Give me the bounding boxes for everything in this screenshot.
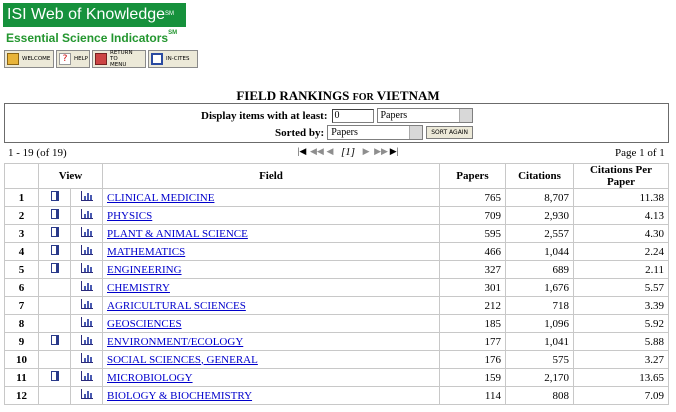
- rank-header: [5, 164, 39, 189]
- citations-cell: 2,170: [506, 369, 574, 387]
- field-link[interactable]: AGRICULTURAL SCIENCES: [107, 299, 246, 312]
- field-link[interactable]: PHYSICS: [107, 209, 153, 222]
- display-metric-select[interactable]: Papers: [377, 108, 473, 123]
- doc-view-cell: [39, 207, 71, 225]
- rank-cell: 1: [5, 189, 39, 207]
- document-icon[interactable]: [51, 263, 59, 273]
- doc-view-cell: [39, 387, 71, 405]
- papers-cell: 176: [440, 351, 506, 369]
- next-ten-icon[interactable]: ▶▶: [374, 146, 388, 156]
- rank-cell: 7: [5, 297, 39, 315]
- citations-cell: 1,676: [506, 279, 574, 297]
- welcome-label: WELCOME: [22, 56, 51, 62]
- bar-chart-icon[interactable]: [81, 335, 93, 345]
- chart-view-cell: [71, 279, 103, 297]
- doc-view-cell: [39, 333, 71, 351]
- document-icon[interactable]: [51, 209, 59, 219]
- prev-ten-icon[interactable]: ◀◀: [310, 146, 324, 156]
- table-row: [5, 225, 669, 243]
- citations-cell: 1,044: [506, 243, 574, 261]
- field-cell: [103, 243, 440, 261]
- title-country: VIETNAM: [376, 88, 440, 103]
- rank-cell: 6: [5, 279, 39, 297]
- chart-view-cell: [71, 225, 103, 243]
- help-icon: ?: [59, 53, 71, 65]
- rank-cell: 3: [5, 225, 39, 243]
- chart-view-cell: [71, 315, 103, 333]
- table-row: [5, 207, 669, 225]
- papers-cell: 159: [440, 369, 506, 387]
- cpp-cell: 3.39: [574, 297, 669, 315]
- page-info: Page 1 of 1: [615, 147, 665, 159]
- sort-select[interactable]: Papers: [327, 125, 423, 140]
- citations-cell: 575: [506, 351, 574, 369]
- bar-chart-icon[interactable]: [81, 191, 93, 201]
- chart-view-cell: [71, 351, 103, 369]
- rank-cell: 11: [5, 369, 39, 387]
- incites-icon: [151, 53, 163, 65]
- sort-again-button[interactable]: SORT AGAIN: [426, 126, 473, 139]
- doc-view-cell: [39, 225, 71, 243]
- field-link[interactable]: ENVIRONMENT/ECOLOGY: [107, 335, 244, 348]
- sort-row: [275, 125, 473, 140]
- prev-page-icon[interactable]: ◀: [326, 146, 334, 156]
- citations-cell: 718: [506, 297, 574, 315]
- field-link[interactable]: PLANT & ANIMAL SCIENCE: [107, 227, 248, 240]
- table-header-row: [5, 164, 669, 189]
- papers-cell: 185: [440, 315, 506, 333]
- return-label-line2: MENU: [110, 62, 127, 68]
- papers-cell: 765: [440, 189, 506, 207]
- rank-cell: 9: [5, 333, 39, 351]
- papers-cell: 466: [440, 243, 506, 261]
- chart-view-cell: [71, 369, 103, 387]
- title-for: FOR: [352, 92, 374, 103]
- field-cell: [103, 207, 440, 225]
- field-link[interactable]: MATHEMATICS: [107, 245, 186, 258]
- home-icon: [7, 53, 19, 65]
- bar-chart-icon[interactable]: [81, 245, 93, 255]
- pagination: [296, 145, 400, 158]
- field-rankings-table: [4, 163, 669, 405]
- document-icon[interactable]: [51, 371, 59, 381]
- field-cell: [103, 333, 440, 351]
- page-title: [0, 88, 676, 104]
- bar-chart-icon[interactable]: [81, 317, 93, 327]
- menu-icon: [95, 53, 107, 65]
- sorted-label: Sorted by:: [275, 126, 325, 139]
- papers-header: Papers: [440, 164, 506, 189]
- papers-cell: 177: [440, 333, 506, 351]
- cpp-cell: 4.30: [574, 225, 669, 243]
- help-label: HELP: [74, 56, 88, 62]
- papers-cell: 301: [440, 279, 506, 297]
- field-link[interactable]: GEOSCIENCES: [107, 317, 182, 330]
- cpp-cell: 3.27: [574, 351, 669, 369]
- citations-cell: 2,930: [506, 207, 574, 225]
- rank-cell: 4: [5, 243, 39, 261]
- rank-cell: 5: [5, 261, 39, 279]
- doc-view-cell: [39, 279, 71, 297]
- incites-label: IN-CITES: [166, 56, 190, 62]
- field-link[interactable]: CLINICAL MEDICINE: [107, 191, 215, 204]
- document-icon[interactable]: [51, 245, 59, 255]
- doc-view-cell: [39, 369, 71, 387]
- cpp-cell: 5.88: [574, 333, 669, 351]
- rank-cell: 10: [5, 351, 39, 369]
- product-text: Essential Science Indicators: [6, 31, 169, 45]
- product-sm: SM: [168, 30, 178, 36]
- citations-cell: 808: [506, 387, 574, 405]
- cpp-cell: 7.09: [574, 387, 669, 405]
- title-main: FIELD RANKINGS: [236, 88, 350, 103]
- cpp-cell: 13.65: [574, 369, 669, 387]
- return-label-line1: RETURN TO: [110, 50, 133, 62]
- bar-chart-icon[interactable]: [81, 371, 93, 381]
- field-link[interactable]: MICROBIOLOGY: [107, 371, 193, 384]
- document-icon[interactable]: [51, 335, 59, 345]
- doc-view-cell: [39, 297, 71, 315]
- citations-header: Citations: [506, 164, 574, 189]
- bar-chart-icon[interactable]: [81, 299, 93, 309]
- field-cell: [103, 261, 440, 279]
- next-page-icon[interactable]: ▶: [362, 146, 370, 156]
- min-value-input[interactable]: 0: [332, 109, 374, 123]
- table-row: [5, 261, 669, 279]
- table-row: [5, 387, 669, 405]
- citations-cell: 8,707: [506, 189, 574, 207]
- field-cell: [103, 315, 440, 333]
- field-cell: [103, 225, 440, 243]
- field-cell: [103, 369, 440, 387]
- cpp-cell: 11.38: [574, 189, 669, 207]
- chart-view-cell: [71, 333, 103, 351]
- table-row: [5, 351, 669, 369]
- bar-chart-icon[interactable]: [81, 227, 93, 237]
- doc-view-cell: [39, 351, 71, 369]
- display-label: Display items with at least:: [201, 109, 328, 122]
- bar-chart-icon[interactable]: [81, 209, 93, 219]
- table-row: [5, 315, 669, 333]
- papers-cell: 595: [440, 225, 506, 243]
- current-page: [1]: [341, 145, 356, 158]
- field-link[interactable]: ENGINEERING: [107, 263, 182, 276]
- doc-view-cell: [39, 315, 71, 333]
- last-page-icon[interactable]: ▶|: [389, 146, 399, 156]
- product-name: [6, 31, 177, 45]
- table-row: [5, 333, 669, 351]
- citations-cell: 1,041: [506, 333, 574, 351]
- rank-cell: 8: [5, 315, 39, 333]
- cpp-cell: 5.57: [574, 279, 669, 297]
- field-cell: [103, 387, 440, 405]
- document-icon[interactable]: [51, 191, 59, 201]
- cpp-cell: 2.24: [574, 243, 669, 261]
- view-header: View: [39, 164, 103, 189]
- table-row: [5, 297, 669, 315]
- cpp-cell: 2.11: [574, 261, 669, 279]
- filter-panel: [4, 103, 669, 143]
- chart-view-cell: [71, 243, 103, 261]
- bar-chart-icon[interactable]: [81, 389, 93, 399]
- bar-chart-icon[interactable]: [81, 281, 93, 291]
- papers-cell: 327: [440, 261, 506, 279]
- citations-cell: 1,096: [506, 315, 574, 333]
- rank-cell: 2: [5, 207, 39, 225]
- papers-cell: 114: [440, 387, 506, 405]
- chart-view-cell: [71, 387, 103, 405]
- papers-cell: 212: [440, 297, 506, 315]
- brand-text: ISI Web of Knowledge: [7, 6, 166, 23]
- incites-button[interactable]: [148, 50, 198, 68]
- cpp-cell: 5.92: [574, 315, 669, 333]
- papers-cell: 709: [440, 207, 506, 225]
- field-header: Field: [103, 164, 440, 189]
- bar-chart-icon[interactable]: [81, 353, 93, 363]
- display-row: [201, 108, 473, 123]
- field-cell: [103, 351, 440, 369]
- doc-view-cell: [39, 189, 71, 207]
- table-row: [5, 369, 669, 387]
- doc-view-cell: [39, 243, 71, 261]
- result-range: 1 - 19 (of 19): [8, 147, 67, 159]
- field-link[interactable]: CHEMISTRY: [107, 281, 170, 294]
- table-row: [5, 279, 669, 297]
- table-row: [5, 189, 669, 207]
- table-row: [5, 243, 669, 261]
- first-page-icon[interactable]: |◀: [297, 146, 307, 156]
- citations-cell: 2,557: [506, 225, 574, 243]
- rank-cell: 12: [5, 387, 39, 405]
- field-link[interactable]: BIOLOGY & BIOCHEMISTRY: [107, 389, 253, 402]
- doc-view-cell: [39, 261, 71, 279]
- chart-view-cell: [71, 261, 103, 279]
- chart-view-cell: [71, 189, 103, 207]
- bar-chart-icon[interactable]: [81, 263, 93, 273]
- welcome-button[interactable]: [4, 50, 54, 68]
- return-to-menu-button[interactable]: [92, 50, 146, 68]
- field-cell: [103, 279, 440, 297]
- return-label: [110, 50, 142, 68]
- field-cell: [103, 297, 440, 315]
- cpp-header: Citations Per Paper: [574, 164, 669, 189]
- document-icon[interactable]: [51, 227, 59, 237]
- nav-toolbar: [4, 50, 198, 70]
- cpp-cell: 4.13: [574, 207, 669, 225]
- field-cell: [103, 189, 440, 207]
- brand-sm: SM: [165, 11, 175, 17]
- help-button[interactable]: [56, 50, 90, 68]
- field-link[interactable]: SOCIAL SCIENCES, GENERAL: [107, 353, 258, 366]
- chart-view-cell: [71, 207, 103, 225]
- chart-view-cell: [71, 297, 103, 315]
- citations-cell: 689: [506, 261, 574, 279]
- isi-logo[interactable]: [3, 3, 186, 27]
